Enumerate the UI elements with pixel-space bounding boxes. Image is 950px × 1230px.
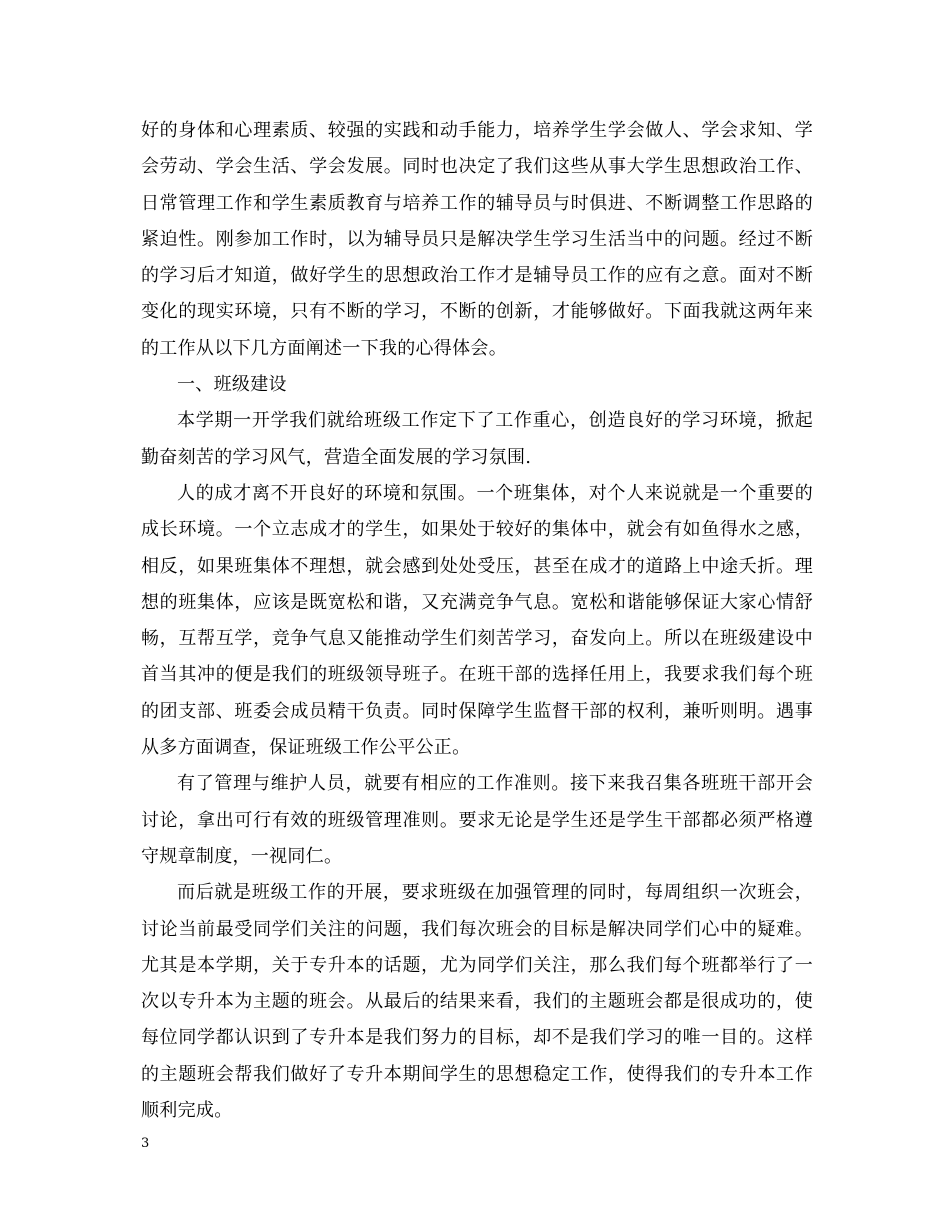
document-body	[141, 113, 813, 1129]
paragraph: 本学期一开学我们就给班级工作定下了工作重心，创造良好的学习环境，掀起勤奋刻苦的学习风气，营造全面发展的学习氛围.	[141, 410, 813, 468]
paragraph: 而后就是班级工作的开展，要求班级在加强管理的同时，每周组织一次班会，讨论当前最受同学们关注的问题，我们每次班会的目标是解决同学们心中的疑难。尤其是本学期，关于专升本的话题，尤为同学们关注，那么我们每个班都举行了一次以专升本为主题的班会。从最后的结果来看，我们的主题班会都是很成功的，使每位同学都认识到了专升本是我们努力的目标，却不是我们学习的唯一目的。这样的主题班会帮我们做好了专升本期间学生的思想稳定工作，使得我们的专升本工作顺利完成。	[141, 882, 813, 1122]
page-number: 3	[141, 1136, 150, 1151]
paragraph: 人的成才离不开良好的环境和氛围。一个班集体，对个人来说就是一个重要的成长环境。一个立志成才的学生，如果处于较好的集体中，就会有如鱼得水之感，相反，如果班集体不理想，就会感到处处受压，甚至在成才的道路上中途夭折。理想的班集体，应该是既宽松和谐，又充满竞争气息。宽松和谐能够保证大家心情舒畅，互帮互学，竞争气息又能推动学生们刻苦学习，奋发向上。所以在班级建设中首当其冲的便是我们的班级领导班子。在班干部的选择任用上，我要求我们每个班的团支部、班委会成员精干负责。同时保障学生监督干部的权利，兼听则明。遇事从多方面调查，保证班级工作公平公正。	[141, 482, 813, 759]
paragraph: 有了管理与维护人员，就要有相应的工作准则。接下来我召集各班班干部开会讨论，拿出可行有效的班级管理准则。要求无论是学生还是学生干部都必须严格遵守规章制度，一视同仁。	[141, 773, 813, 867]
section-heading: 一、班级建设	[177, 374, 287, 396]
paragraph: 好的身体和心理素质、较强的实践和动手能力，培养学生学会做人、学会求知、学会劳动、学会生活、学会发展。同时也决定了我们这些从事大学生思想政治工作、日常管理工作和学生素质教育与培养工作的辅导员与时俱进、不断调整工作思路的紧迫性。刚参加工作时，以为辅导员只是解决学生学习生活当中的问题。经过不断的学习后才知道，做好学生的思想政治工作才是辅导员工作的应有之意。面对不断变化的现实环境，只有不断的学习，不断的创新，才能够做好。下面我就这两年来的工作从以下几方面阐述一下我的心得体会。	[141, 120, 813, 359]
